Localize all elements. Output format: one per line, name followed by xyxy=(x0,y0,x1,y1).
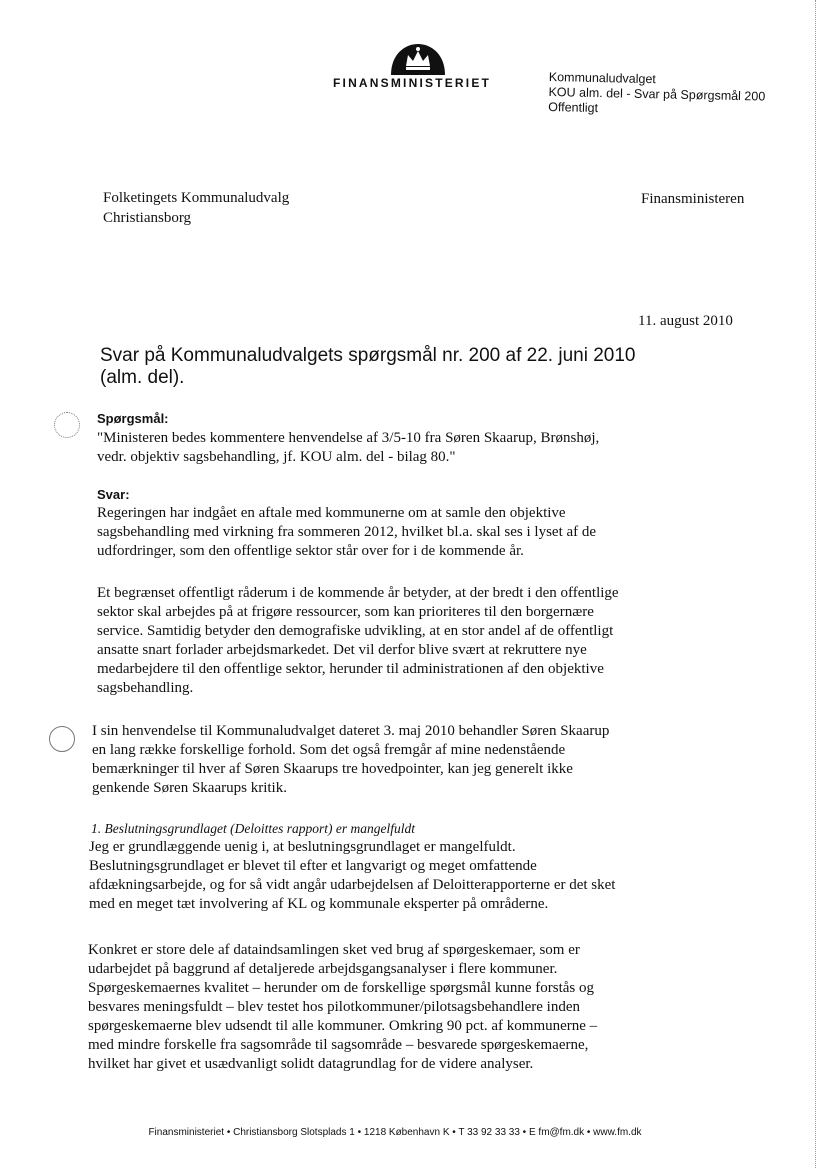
letter-title xyxy=(100,345,640,389)
answer-paragraph: I sin henvendelse til Kommunaludvalget dateret 3. maj 2010 behandler Søren Skaarup en lang række forskellige forhold. Som det også fremgår af mine nedenstående bemærkninger til hver af Søren Skaarups tre hovedpointer, kan jeg generelt ikke genkende Søren Skaarups kritik. xyxy=(92,723,610,796)
section-heading: 1. Beslutningsgrundlaget (Deloittes rapport) er mangelfuldt xyxy=(91,821,415,836)
stamp-line-3: Offentligt xyxy=(548,99,599,116)
question-label: Spørgsmål: xyxy=(97,411,169,426)
stamp-line-1: Kommunaludvalget xyxy=(548,70,656,87)
answer-label: Svar: xyxy=(97,487,130,502)
crown-icon xyxy=(389,42,447,76)
question-text: "Ministeren bedes kommentere henvendelse af 3/5-10 fra Søren Skaarup, Brønshøj, vedr. objektiv sagsbehandling, jf. KOU alm. del - bilag 80." xyxy=(97,430,600,465)
letter-date: 11. august 2010 xyxy=(638,313,733,329)
recipient-line-2: Christiansborg xyxy=(103,210,192,226)
footer-contact: Finansministeriet • Christiansborg Slotsplads 1 • 1218 København K • T 33 92 33 33 • E fm@fm.dk • www.fm.dk xyxy=(148,1127,642,1138)
punch-hole xyxy=(49,726,75,752)
section-paragraph: Konkret er store dele af dataindsamlingen sket ved brug af spørgeskemaer, som er udarbejdet på baggrund af detaljerede arbejdsgangsanalyser i flere kommuner. Spørgeskemaernes kvalitet – herunder om de forskellige spørgsmål kunne forstås og besvares meningsfuldt – blev testet hos pilotkommuner/pilotsagsbehandlere inden spørgeskemaerne blev udsendt til alle kommuner. Omkring 90 pct. af kommunerne – med mindre forskelle fra sagsområde til sagsområde – besvarede spørgeskemaerne, hvilket har givet et usædvanligt solidt datagrundlag for de videre analyser. xyxy=(88,942,598,1072)
title-line-2: (alm. del). xyxy=(100,367,185,388)
scan-edge xyxy=(815,0,816,1168)
registration-stamp xyxy=(548,70,766,120)
answer-paragraph: Et begrænset offentligt råderum i de kommende år betyder, at der bredt i den offentlige sektor skal arbejdes på at frigøre ressourcer, som kan prioriteres til den borgernære service. Samtidig betyder den demografiske udvikling, at en stor andel af de offentligt ansatte snart forlader arbejdsmarkedet. Det vil derfor blive svært at rekruttere nye medarbejdere til den offentlige sektor, herunder til administrationen af den objektive sagsbehandling. xyxy=(97,585,619,696)
ministry-name: FINANSMINISTERIET xyxy=(333,76,492,90)
title-line-1: Svar på Kommunaludvalgets spørgsmål nr. 200 af 22. juni 2010 xyxy=(100,345,636,366)
recipient-line-1: Folketingets Kommunaludvalg xyxy=(103,190,290,206)
recipient-address xyxy=(103,188,289,228)
punch-hole xyxy=(54,412,80,438)
section-paragraph: Jeg er grundlæggende uenig i, at beslutningsgrundlaget er mangelfuldt. Beslutningsgrundlaget er blevet til efter et langvarigt og meget omfattende afdækningsarbejde, og for så vidt angår udarbejdelsen af Deloitterapporterne er det sket med en meget tæt involvering af KL og kommunale eksperter på områderne. xyxy=(89,839,616,912)
stamp-line-2: KOU alm. del - Svar på Spørgsmål 200 xyxy=(548,84,766,104)
answer-paragraph: Regeringen har indgået en aftale med kommunerne om at samle den objektive sagsbehandling med virkning fra sommeren 2012, hvilket bl.a. skal ses i lyset af de udfordringer, som den offentlige sektor står over for i de kommende år. xyxy=(97,505,597,559)
sender: Finansministeren xyxy=(641,191,745,207)
